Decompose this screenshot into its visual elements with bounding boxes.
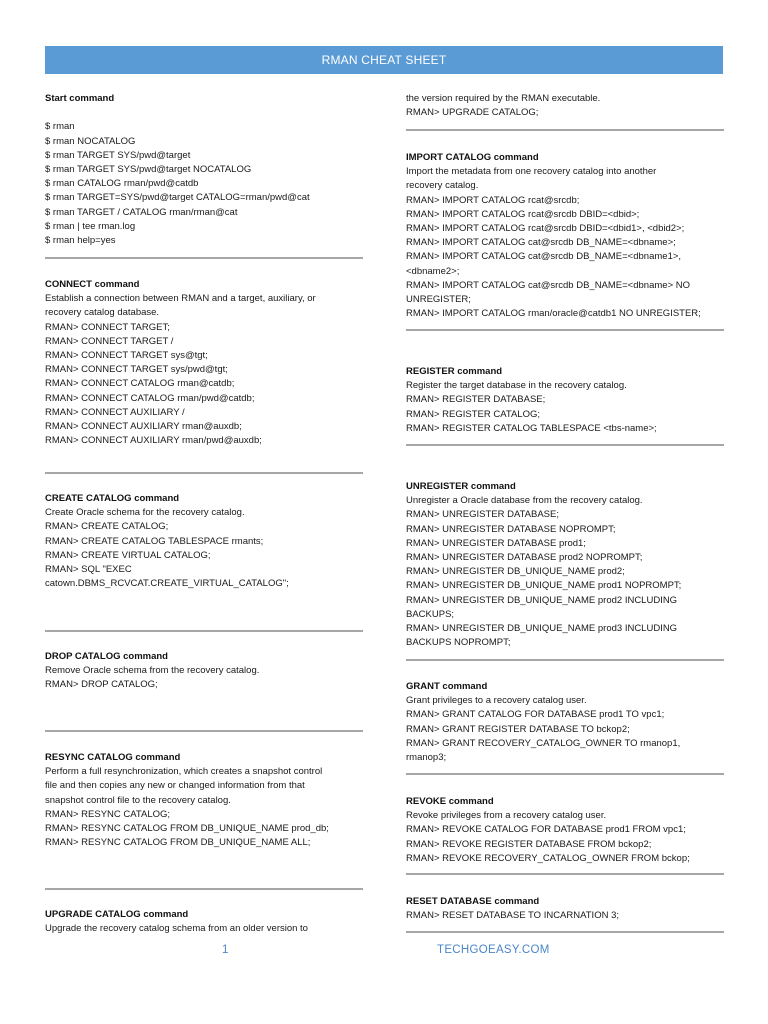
command-line: RMAN> UNREGISTER DATABASE prod2 NOPROMPT;: [406, 552, 643, 564]
command-line: RMAN> CREATE CATALOG TABLESPACE rmants;: [45, 535, 264, 547]
command-line: RMAN> UNREGISTER DATABASE;: [406, 509, 559, 521]
command-list: [406, 92, 724, 120]
command-line: RMAN> UNREGISTER DATABASE NOPROMPT;: [406, 523, 616, 535]
command-line: RMAN> UPGRADE CATALOG;: [406, 107, 539, 119]
command-line: RMAN> DROP CATALOG;: [45, 679, 158, 691]
section-divider: [45, 730, 363, 732]
command-line: file and then copies any new or changed information from that: [45, 780, 305, 792]
command-line: RMAN> CONNECT TARGET;: [45, 321, 170, 333]
command-line: Establish a connection between RMAN and a target, auxiliary, or: [45, 293, 316, 305]
command-list: [406, 909, 724, 923]
command-line: rmanop3;: [406, 752, 447, 764]
command-line: RMAN> REVOKE CATALOG FOR DATABASE prod1 FROM vpc1;: [406, 824, 686, 836]
command-line: $ rman: [45, 121, 75, 133]
section-heading: REVOKE command: [406, 796, 494, 807]
command-line: RMAN> CONNECT AUXILIARY rman@auxdb;: [45, 421, 242, 433]
command-line: snapshot control file to the recovery catalog.: [45, 794, 231, 806]
section-unregister-command: [406, 480, 724, 650]
section-grant-command: [406, 680, 724, 765]
command-line: Import the metadata from one recovery catalog into another: [406, 166, 657, 178]
footer-website-link[interactable]: TECHGOEASY.COM: [437, 944, 550, 956]
command-line: $ rman CATALOG rman/pwd@catdb: [45, 178, 199, 190]
section-resync-catalog-command: [45, 751, 363, 850]
section-start-command: [45, 92, 363, 248]
command-line: RMAN> CONNECT TARGET sys@tgt;: [45, 350, 208, 362]
command-line: RMAN> UNREGISTER DB_UNIQUE_NAME prod2;: [406, 566, 625, 578]
command-line: RMAN> CONNECT TARGET sys/pwd@tgt;: [45, 364, 228, 376]
command-line: RMAN> CONNECT AUXILIARY rman/pwd@auxdb;: [45, 435, 262, 447]
command-line: RMAN> UNREGISTER DB_UNIQUE_NAME prod2 INCLUDING: [406, 594, 678, 606]
section-reset-database-command: [406, 895, 724, 923]
section-revoke-command: [406, 795, 724, 866]
section-divider: [45, 888, 363, 890]
command-line: RMAN> CREATE VIRTUAL CATALOG;: [45, 549, 211, 561]
page-number: 1: [222, 944, 229, 956]
command-line: Grant privileges to a recovery catalog user.: [406, 695, 587, 707]
command-line: BACKUPS NOPROMPT;: [406, 637, 511, 649]
command-line: RMAN> CONNECT CATALOG rman@catdb;: [45, 378, 235, 390]
command-line: RMAN> REGISTER CATALOG;: [406, 408, 540, 420]
command-line: RMAN> CONNECT AUXILIARY /: [45, 406, 185, 418]
command-line: RMAN> IMPORT CATALOG cat@srcdb DB_NAME=<dbname>;: [406, 237, 676, 249]
command-line: RMAN> GRANT REGISTER DATABASE TO bckop2;: [406, 723, 630, 735]
command-list: [45, 106, 363, 248]
command-line: RMAN> GRANT CATALOG FOR DATABASE prod1 TO vpc1;: [406, 709, 665, 721]
section-divider: [45, 472, 363, 474]
command-line: recovery catalog database.: [45, 307, 160, 319]
command-line: $ rman help=yes: [45, 235, 116, 247]
command-line: [45, 106, 363, 120]
command-line: recovery catalog.: [406, 180, 479, 192]
command-line: Upgrade the recovery catalog schema from an older version to: [45, 923, 308, 935]
command-line: $ rman TARGET SYS/pwd@target NOCATALOG: [45, 164, 252, 175]
command-list: [45, 506, 363, 591]
command-line: RMAN> IMPORT CATALOG rman/oracle@catdb1 NO UNREGISTER;: [406, 308, 701, 320]
command-line: RMAN> RESYNC CATALOG FROM DB_UNIQUE_NAME ALL;: [45, 837, 311, 849]
command-line: Unregister a Oracle database from the recovery catalog.: [406, 495, 643, 507]
command-line: RMAN> REVOKE RECOVERY_CATALOG_OWNER FROM bckop;: [406, 852, 690, 864]
command-line: RMAN> CONNECT TARGET /: [45, 335, 174, 347]
command-line: RMAN> UNREGISTER DB_UNIQUE_NAME prod3 INCLUDING: [406, 623, 678, 635]
command-line: RMAN> GRANT RECOVERY_CATALOG_OWNER TO rmanop1,: [406, 737, 681, 749]
command-line: RMAN> REGISTER DATABASE;: [406, 394, 546, 406]
section-upgrade-catalog-continued: [406, 92, 724, 120]
section-heading: UNREGISTER command: [406, 481, 516, 492]
section-divider: [406, 873, 724, 875]
command-list: [406, 809, 724, 866]
command-list: [406, 379, 724, 436]
command-list: [45, 922, 363, 936]
section-divider: [406, 329, 724, 331]
section-register-command: [406, 365, 724, 436]
command-line: UNREGISTER;: [406, 294, 471, 306]
section-divider: [406, 659, 724, 661]
section-heading: RESYNC CATALOG command: [45, 752, 181, 763]
command-list: [406, 494, 724, 650]
command-line: Create Oracle schema for the recovery catalog.: [45, 507, 245, 519]
section-drop-catalog-command: [45, 650, 363, 693]
command-line: $ rman TARGET SYS/pwd@target: [45, 149, 191, 161]
command-line: $ rman | tee rman.log: [45, 220, 136, 232]
command-line: $ rman NOCATALOG: [45, 135, 136, 147]
section-heading: GRANT command: [406, 681, 488, 692]
command-line: Perform a full resynchronization, which creates a snapshot control: [45, 766, 323, 778]
section-connect-command: [45, 278, 363, 448]
section-import-catalog-command: [406, 151, 724, 321]
command-line: RMAN> IMPORT CATALOG rcat@srcdb DBID=<dbid1>, <dbid2>;: [406, 223, 685, 235]
section-heading: CONNECT command: [45, 279, 140, 290]
section-heading: DROP CATALOG command: [45, 651, 168, 662]
command-line: RMAN> RESET DATABASE TO INCARNATION 3;: [406, 910, 620, 922]
command-line: $ rman TARGET=SYS/pwd@target CATALOG=rman/pwd@cat: [45, 192, 310, 204]
command-line: Revoke privileges from a recovery catalog user.: [406, 810, 607, 822]
command-line: RMAN> IMPORT CATALOG rcat@srcdb DBID=<dbid>;: [406, 208, 640, 220]
command-line: RMAN> REGISTER CATALOG TABLESPACE <tbs-name>;: [406, 422, 657, 434]
command-list: [45, 664, 363, 692]
section-divider: [45, 257, 363, 259]
section-heading: REGISTER command: [406, 366, 503, 377]
command-line: RMAN> RESYNC CATALOG;: [45, 808, 171, 820]
command-line: RMAN> SQL "EXEC: [45, 564, 132, 576]
command-line: RMAN> UNREGISTER DB_UNIQUE_NAME prod1 NOPROMPT;: [406, 580, 682, 592]
command-list: [45, 292, 363, 448]
command-list: [406, 165, 724, 321]
command-line: $ rman TARGET / CATALOG rman/rman@cat: [45, 206, 238, 218]
command-line: RMAN> IMPORT CATALOG cat@srcdb DB_NAME=<dbname1>,: [406, 251, 682, 263]
command-line: RMAN> RESYNC CATALOG FROM DB_UNIQUE_NAME prod_db;: [45, 823, 329, 835]
section-divider: [406, 129, 724, 131]
section-heading: RESET DATABASE command: [406, 896, 540, 907]
command-line: RMAN> CREATE CATALOG;: [45, 521, 169, 533]
command-line: RMAN> IMPORT CATALOG cat@srcdb DB_NAME=<dbname> NO: [406, 279, 691, 291]
page-title-banner: RMAN CHEAT SHEET: [45, 46, 723, 74]
command-line: Register the target database in the recovery catalog.: [406, 380, 627, 392]
section-divider: [406, 444, 724, 446]
command-line: <dbname2>;: [406, 265, 460, 277]
command-line: BACKUPS;: [406, 608, 455, 620]
section-divider: [406, 931, 724, 933]
command-line: RMAN> UNREGISTER DATABASE prod1;: [406, 537, 586, 549]
section-heading: UPGRADE CATALOG command: [45, 909, 189, 920]
section-upgrade-catalog-command: [45, 908, 363, 936]
command-line: RMAN> REVOKE REGISTER DATABASE FROM bckop2;: [406, 838, 652, 850]
command-line: RMAN> IMPORT CATALOG rcat@srcdb;: [406, 194, 580, 206]
section-divider: [45, 630, 363, 632]
section-divider: [406, 773, 724, 775]
section-heading: CREATE CATALOG command: [45, 493, 180, 504]
command-line: catown.DBMS_RCVCAT.CREATE_VIRTUAL_CATALOG";: [45, 578, 289, 590]
command-line: RMAN> CONNECT CATALOG rman/pwd@catdb;: [45, 392, 255, 404]
section-heading: Start command: [45, 93, 115, 104]
command-line: Remove Oracle schema from the recovery catalog.: [45, 665, 260, 677]
command-line: the version required by the RMAN executable.: [406, 93, 601, 104]
command-list: [406, 694, 724, 765]
section-create-catalog-command: [45, 492, 363, 591]
section-heading: IMPORT CATALOG command: [406, 152, 539, 163]
command-list: [45, 765, 363, 850]
